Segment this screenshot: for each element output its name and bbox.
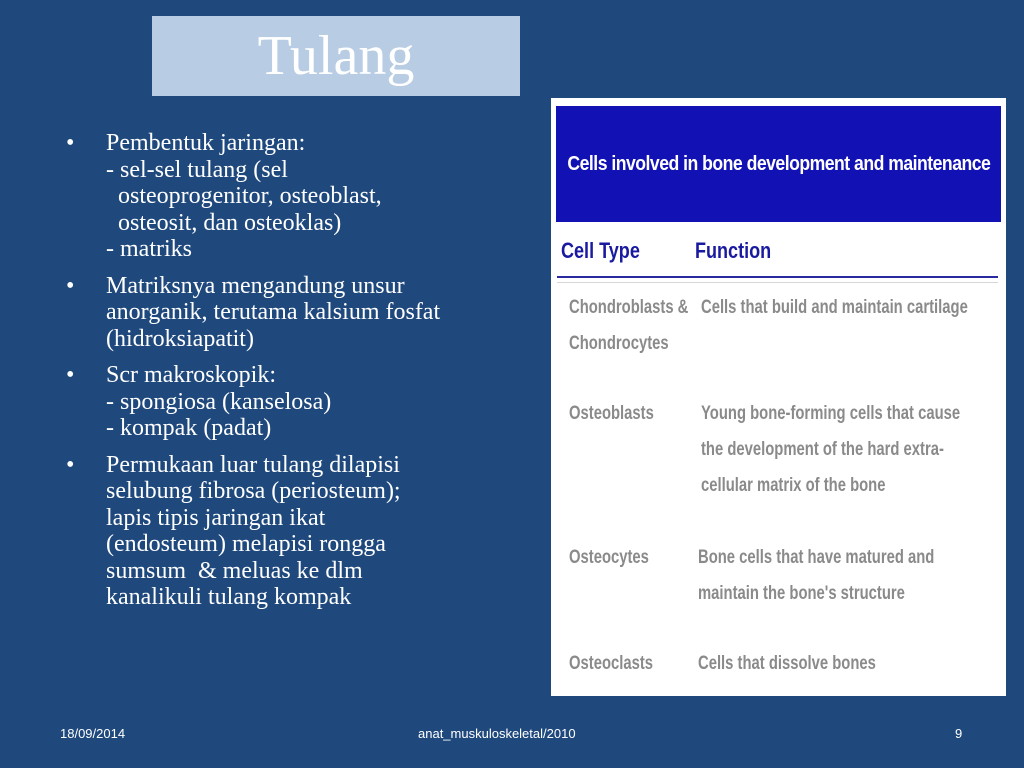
bullet-line: (hidroksiapatit) <box>106 325 254 352</box>
row-cell-type: Osteoblasts <box>569 403 654 424</box>
bullet-item <box>66 362 556 442</box>
bullet-item <box>66 452 556 611</box>
bullet-line: - matriks <box>106 236 192 262</box>
column-header-function: Function <box>695 238 772 263</box>
bullet-line: - sel-sel tulang (sel <box>106 156 288 183</box>
bullet-item <box>66 130 556 263</box>
bullet-line: sumsum & meluas ke dlm <box>106 557 363 584</box>
bullet-line: anorganik, terutama kalsium fosfat <box>106 299 441 325</box>
bullet-line: Matriksnya mengandung unsur <box>106 272 405 299</box>
row-function: Cells that dissolve bones <box>698 653 876 674</box>
bullet-line: - spongiosa (kanselosa) <box>106 388 332 415</box>
bullet-dot-icon: • <box>66 272 75 299</box>
row-function: Bone cells that have matured and maintain the bone's structure <box>698 547 935 604</box>
header-divider <box>557 276 998 278</box>
slide-title-box <box>152 16 520 96</box>
footer-date: 18/09/2014 <box>60 726 126 741</box>
bullet-line: kanalikuli tulang kompak <box>106 584 352 610</box>
bullet-line: osteosit, dan osteoklas) <box>106 209 342 236</box>
slide-title: Tulang <box>257 25 415 87</box>
bone-cells-figure <box>551 98 1006 696</box>
bullet-line: lapis tipis jaringan ikat <box>106 504 326 531</box>
row-cell-type: Osteocytes <box>569 547 649 568</box>
bullet-dot-icon: • <box>66 362 75 388</box>
bullet-line: - kompak (padat) <box>106 415 272 441</box>
bullet-line: selubung fibrosa (periosteum); <box>106 478 401 504</box>
footer-center-text: anat_muskuloskeletal/2010 <box>418 726 576 741</box>
row-cell-type: Chondroblasts & Chondrocytes <box>569 297 689 354</box>
bullet-item <box>66 273 556 353</box>
row-cell-type: Osteoclasts <box>569 653 654 674</box>
header-divider-shadow <box>557 282 998 283</box>
bullet-line: Scr makroskopik: <box>106 362 276 388</box>
bullet-line: Permukaan luar tulang dilapisi <box>106 451 400 478</box>
column-header-cell-type: Cell Type <box>561 238 640 263</box>
bullet-line: (endosteum) melapisi rongga <box>106 531 386 557</box>
row-function: Cells that build and maintain cartilage <box>701 297 968 318</box>
bullet-dot-icon: • <box>66 451 75 478</box>
slide-number: 9 <box>955 726 963 741</box>
bullet-line: osteoprogenitor, osteoblast, <box>106 183 382 209</box>
bullet-line: Pembentuk jaringan: <box>106 130 306 156</box>
row-function: Young bone-forming cells that cause the development of the hard extra- cellular matrix of the bone <box>701 403 961 496</box>
bullet-list <box>66 130 556 621</box>
bullet-dot-icon: • <box>66 130 75 156</box>
figure-banner <box>556 106 1001 222</box>
figure-banner-text: Cells involved in bone development and maintenance <box>567 152 990 175</box>
